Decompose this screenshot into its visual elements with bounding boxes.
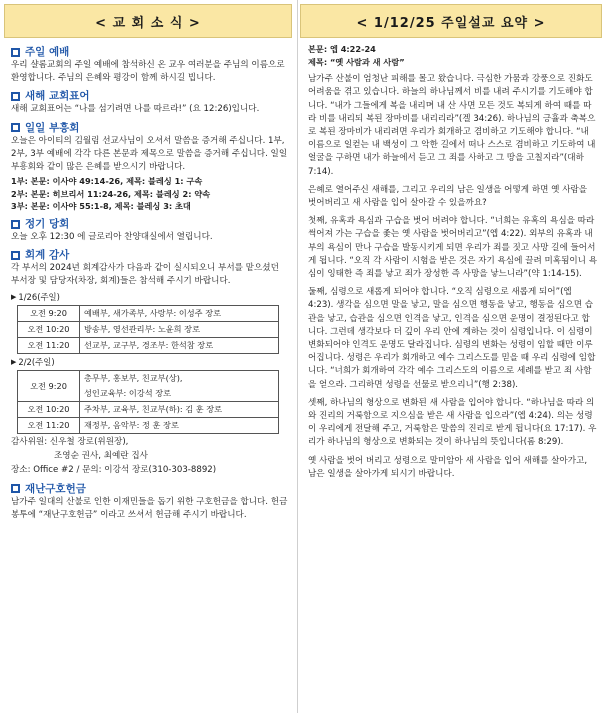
sermon-paragraph: 둘째, 심령으로 새롭게 되어야 합니다. “오직 심령으로 새롭게 되어”(엡 4:23). 생각을 심으면 말을 낳고, 말을 심으면 행동을 낳고, 행동을 심으면 습관을 낳고, 습관을 심으면 인격을 낳고, 인격을 심으면 운명이 결정된다고 합니다. 그런데 생각보다 더 깊이 우리 안에 계하는 것이 심령입니다. 이 심령이 변화되어야 인격도 운명도 달라집니다. 심령의 변화는 성령이 임할 때만 이루어집니다. 성령은 우리가 회개하고 예수 그리스도를 믿을 때 우리 심령에 임합니다. “너희가 회개하여 각각 예수 그리스도의 이름으로 세례를 받고 죄 사함을 얻으라. 그리하면 성령을 선물로 받으리니”(행 2:38). (308, 287, 596, 390)
sermon-paragraph: 은혜로 열어주신 새해를, 그리고 우리의 남은 일생을 어떻게 하면 옛 사람을 벗어버리고 새 사람을 입어 살아갈 수 있을까요? (308, 184, 588, 209)
table-row (18, 337, 279, 353)
audit-day2-label: ▶ 2/2(주일) (11, 356, 288, 369)
sermon-paragraph: 셋째, 하나님의 형상으로 변화된 새 사람을 입어야 합니다. “하나님을 따라 의와 진리의 거룩함으로 지으심을 받은 새 사람을 입으라”(엡 4:24). 의는 성령이 우리에게 전달해 주고, 거룩함은 말씀의 진리로 받게 됩니다(요 17:17). 우리가 하나님의 형상으로 변화되는 것이 하나님의 뜻입니다(롬 8:29). (308, 397, 597, 448)
table-row (18, 418, 279, 434)
table-cell-desc: 방송부, 영선관리부: 노윤희 장로 (80, 321, 279, 337)
council-body: 오늘 오후 12:30 에 글로리아 찬양대실에서 열립니다. (11, 232, 213, 242)
sermon-paragraph: 옛 사람을 벗어 버리고 성령으로 말미암아 새 사람을 입어 새해를 살아가고, 남은 일생을 살아가게 되시기 바랍니다. (308, 455, 588, 479)
table-row (18, 402, 279, 418)
table-row (18, 305, 279, 321)
worship-body: 우리 샬롬교회의 주일 예배에 참석하신 온 교우 여러분을 주님의 이름으로 환영합니다. 주님의 은혜와 평강이 함께 하시길 빕니다. (11, 60, 285, 84)
square-bullet-icon (11, 123, 20, 132)
audit-day1-table (17, 305, 279, 354)
table-cell-desc-continued: 성인교육부: 이강석 장로 (80, 386, 279, 402)
table-cell-desc: 총무부, 홍보부, 친교부(상), (80, 371, 279, 387)
church-news-content (0, 38, 296, 522)
section-title-revival: 일일 부흥회 (11, 121, 288, 135)
sermon-title-line: 제목: “옛 사람과 새 사람” (308, 56, 405, 67)
new-motto-body: 새해 교회표어는 “나를 섬기려면 나를 따르라!” (요 12:26)입니다. (11, 104, 260, 115)
revival-line-3: 3부: 본문: 이사야 55:1-8, 제목: 블레싱 3: 초대 (11, 201, 191, 212)
section-title-new-motto: 새해 교회표어 (11, 89, 288, 103)
section-title-audit: 회계 감사 (11, 248, 288, 262)
table-cell-time: 오전 10:20 (18, 321, 80, 337)
revival-line-1: 1부: 본문: 이사야 49:14-26, 제목: 블레싱 1: 구속 (11, 176, 203, 187)
section-title-disaster-offering: 재난구호헌금 (11, 482, 288, 496)
audit-committee-line: 감사위원: 신우철 장로(위원장), (11, 437, 129, 448)
square-bullet-icon (11, 220, 20, 229)
sermon-text-line: 본문: 엡 4:22-24 (308, 44, 376, 54)
audit-body: 각 부서의 2024년 회계감사가 다음과 같이 실시되오니 부서를 맡으셨던 부서장 및 담당자(차장, 회계)들은 참석해 주시기 바랍니다. (11, 263, 279, 287)
table-cell-time: 오전 9:20 (18, 371, 80, 402)
table-cell-time: 오전 9:20 (18, 305, 80, 321)
triangle-bullet-icon: ▶ (11, 357, 17, 366)
table-cell-desc: 선교부, 교구부, 경조부: 한석참 장로 (80, 337, 279, 353)
table-cell-desc: 주차부, 교육부, 친교부(하): 김 훈 장로 (80, 402, 279, 418)
audit-day2-table (17, 370, 279, 434)
revival-line-2: 2부: 본문: 히브리서 11:24-26, 제목: 블레싱 2: 약속 (11, 188, 211, 199)
church-news-header: < 교 회 소 식 > (4, 4, 292, 38)
table-cell-time: 오전 11:20 (18, 337, 80, 353)
sermon-summary-header: < 1/12/25 주일설교 요약 > (300, 4, 602, 38)
section-title-worship: 주일 예배 (11, 45, 288, 59)
square-bullet-icon (11, 92, 20, 101)
table-cell-desc: 재정부, 음악부: 정 훈 장로 (80, 418, 279, 434)
table-cell-time: 오전 10:20 (18, 402, 80, 418)
church-news-column (0, 0, 296, 713)
disaster-offering-body: 남가주 일대의 산불로 인한 이재민들을 돕기 위한 구호헌금을 합니다. 헌금봉투에 “재난구호헌금” 이라고 쓰셔서 헌금해 주시기 바랍니다. (11, 496, 288, 520)
table-row (18, 371, 279, 387)
sermon-summary-content (300, 38, 605, 481)
column-divider (297, 0, 298, 713)
sermon-paragraph: 첫째, 유혹과 욕심과 구습을 벗어 버려야 합니다. “너희는 유혹의 욕심을 따라 썩어져 가는 구습을 좇는 옛 사람을 벗어버리고”(엡 4:22). 외부의 유혹과 내부의 욕심이 만나 구습을 발동시키게 되면 우리가 죄를 짓고 사망 길에 들어서게 됩니다. “오직 각 사람이 시험을 받은 것은 자기 욕심에 끌려 미혹됨이니 욕심이 잉태한 즉 죄를 낳고 죄가 장성한 즉 사망을 낳느니라”(약 1:14-15). (308, 216, 598, 280)
audit-committee-line-2: 조영순 권사, 최예란 집사 (54, 451, 148, 462)
table-row (18, 321, 279, 337)
triangle-bullet-icon: ▶ (11, 292, 17, 301)
audit-day1-label: ▶ 1/26(주일) (11, 291, 288, 304)
square-bullet-icon (11, 484, 20, 493)
section-title-council: 정기 당회 (11, 217, 288, 231)
revival-body: 오늘은 아이티의 김월림 선교사님이 오셔서 말씀을 증거해 주십니다. 1부, 2부, 3부 예배에 각각 다른 본문과 제목으로 말씀을 증거해 주십니다. 일일 부흥회와 같이 많은 은혜를 받으시기 바랍니다. (11, 135, 288, 173)
table-cell-desc: 예배부, 새가족부, 사랑부: 이성주 장로 (80, 305, 279, 321)
sermon-summary-column (300, 0, 605, 713)
square-bullet-icon (11, 251, 20, 260)
table-cell-time: 오전 11:20 (18, 418, 80, 434)
square-bullet-icon (11, 48, 20, 57)
sermon-paragraph: 남가주 산불이 엄청난 피해를 몰고 왔습니다. 극심한 가뭄과 강풍으로 진화도 어려움을 겪고 있습니다. 하늘의 하나님께서 비를 내려 주시기를 기도해야 합니다. “내가 그들에게 복을 내리며 내 산 사면 모든 것도 복되게 하여 때를 따라 비를 내리되 복된 장마비를 내리리라”(겔 34:26). 하나님의 긍휼과 축복으로 복된 장마비가 내리려면 우리가 회개하고 겸비하고 기도해야 합니다. “내 이름으로 일컫는 내 백성이 그 악한 길에서 떠나 스스로 겸비하고 기도하여 내 얼굴을 구하면 내가 하늘에서 듣고 그 죄를 사하고 그 땅을 고칠지라”(대하 7:14). (308, 74, 596, 177)
audit-place-line: 장소: Office #2 / 문의: 이강석 장로(310-303-8892) (11, 465, 217, 476)
